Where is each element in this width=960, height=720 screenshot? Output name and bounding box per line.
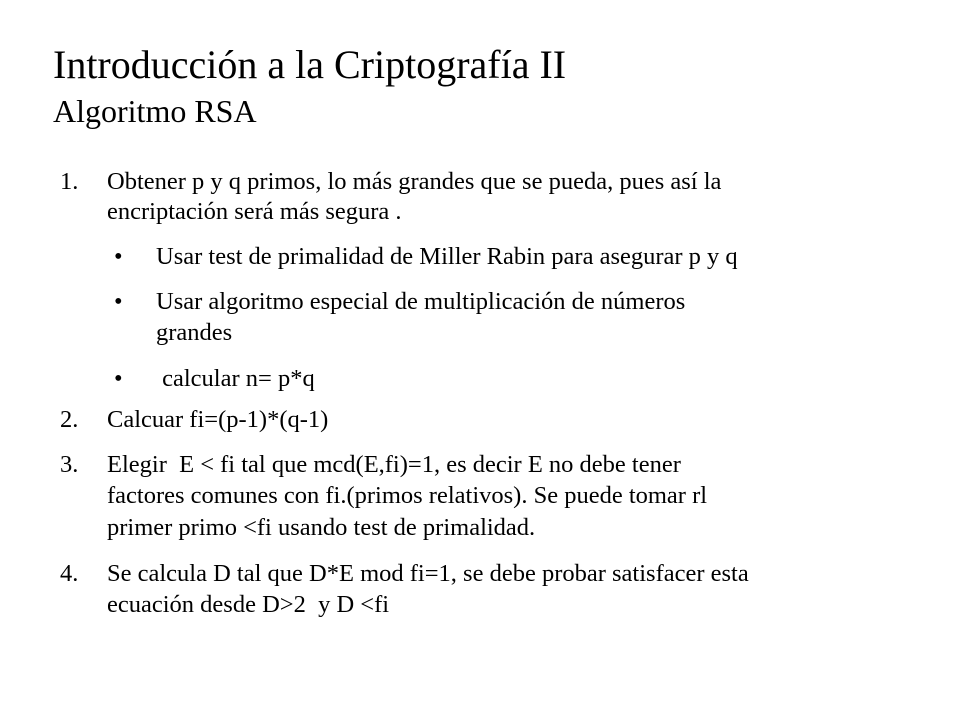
bullet-text-3: calcular n= p*q: [156, 365, 315, 392]
step-text-1-line-2: encriptación será más segura .: [107, 198, 402, 225]
step-number-2: 2.: [60, 406, 79, 433]
step-number-4: 4.: [60, 560, 79, 587]
step-text-2-line-1: Calcuar fi=(p-1)*(q-1): [107, 406, 329, 433]
slide-subtitle: Algoritmo RSA: [53, 93, 257, 129]
step-text-4-line-2: ecuación desde D>2 y D <fi: [107, 591, 390, 618]
bullet-text-1: Usar test de primalidad de Miller Rabin para asegurar p y q: [156, 243, 738, 270]
step-text-3-line-1: Elegir E < fi tal que mcd(E,fi)=1, es decir E no debe tener: [107, 451, 681, 478]
step-text-3-line-2: factores comunes con fi.(primos relativos). Se puede tomar rl: [107, 482, 708, 509]
bullet-text-2-line-1: Usar algoritmo especial de multiplicación de números: [156, 288, 686, 315]
step-text-3-line-3: primer primo <fi usando test de primalidad.: [107, 514, 536, 541]
step-text-4-line-1: Se calcula D tal que D*E mod fi=1, se debe probar satisfacer esta: [107, 560, 749, 587]
bullet-2: •: [114, 288, 123, 315]
bullet-3: •: [114, 365, 123, 392]
bullet-text-2-line-2: grandes: [156, 319, 233, 346]
slide-title: Introducción a la Criptografía II: [53, 42, 567, 87]
step-number-3: 3.: [60, 451, 79, 478]
step-text-1-line-1: Obtener p y q primos, lo más grandes que se pueda, pues así la: [107, 168, 722, 195]
step-number-1: 1.: [60, 168, 79, 195]
bullet-1: •: [114, 243, 123, 270]
